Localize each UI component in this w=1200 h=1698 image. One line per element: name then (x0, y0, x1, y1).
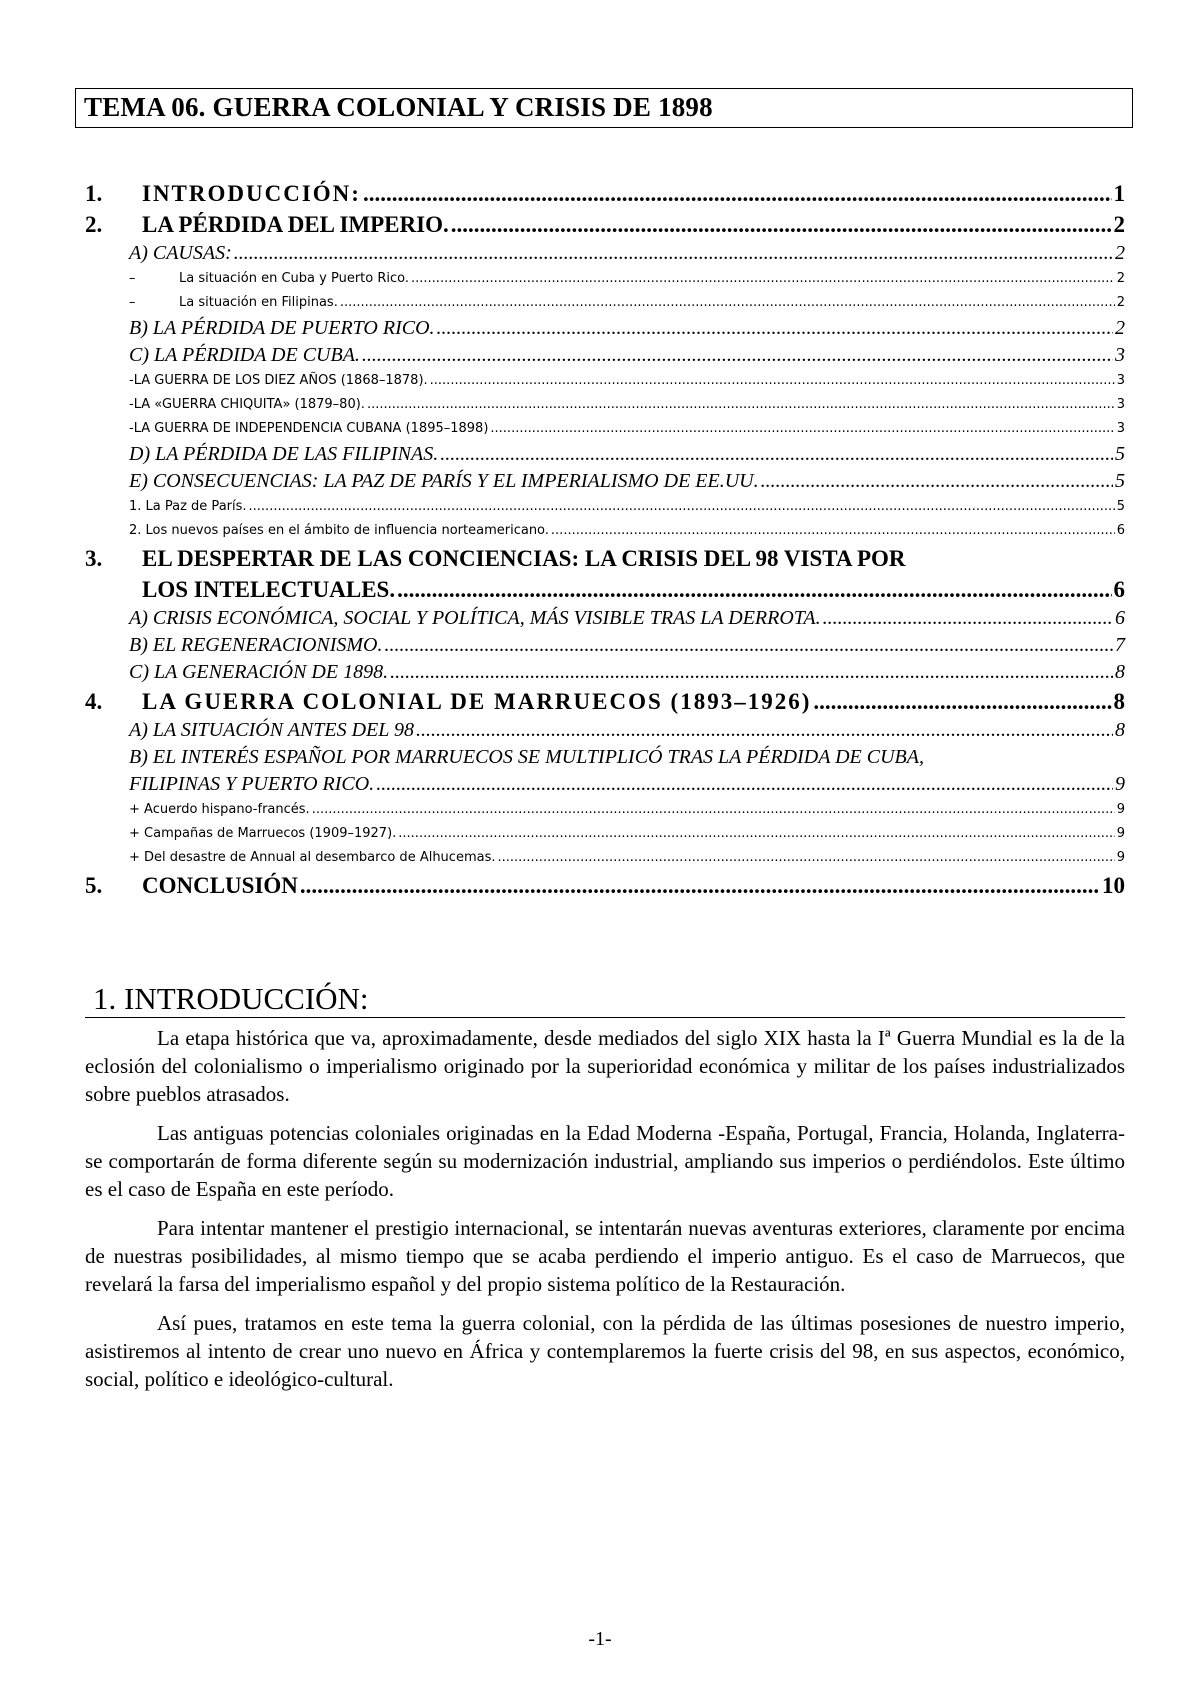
toc-entry-4a[interactable] (85, 717, 1125, 744)
toc-entry-3b[interactable] (85, 632, 1125, 659)
toc-text: C) LA GENERACIÓN DE 1898. (129, 661, 389, 683)
toc-page: 9 (1116, 850, 1125, 865)
toc-leader (385, 632, 1114, 659)
toc-leader (363, 178, 1112, 209)
toc-entry-2a1[interactable] (85, 267, 1125, 291)
toc-page: 8 (1115, 719, 1125, 741)
toc-page: 8 (1113, 689, 1125, 714)
toc-leader (416, 717, 1113, 744)
toc-leader (823, 605, 1113, 632)
toc-page: 6 (1113, 577, 1125, 602)
paragraph-4: Así pues, tratamos en este tema la guerra colonial, con la pérdida de las últimas posesiones de nuestro imperio, asistiremos al intento de crear uno nuevo en África y contemplaremos la fuerte crisis del 98, en sus aspectos, económico, social, político e ideológico-cultural. (85, 1311, 1125, 1391)
toc-text: B) EL INTERÉS ESPAÑOL POR MARRUECOS SE MULTIPLICÓ TRAS LA PÉRDIDA DE CUBA, (129, 746, 924, 768)
toc-page: 9 (1116, 802, 1125, 817)
toc-leader (367, 393, 1115, 417)
toc-page: 2 (1116, 295, 1125, 310)
toc-number: 5. (85, 873, 103, 898)
toc-entry-2e2[interactable] (85, 519, 1125, 543)
toc-text: 1. La Paz de París. (129, 499, 247, 514)
toc-page: 1 (1113, 181, 1125, 206)
toc-entry-3-continued[interactable] (85, 574, 1125, 605)
paragraph-3: Para intentar mantener el prestigio internacional, se intentarán nuevas aventuras exteriores, claramente por encima de nuestras posibilidades, al mismo tiempo que se acaba perdiendo el imperio antiguo. Es el caso de Marruecos, que revelará la farsa del imperialismo español y del propio sistema político de la Restauración. (85, 1216, 1125, 1296)
toc-leader (312, 798, 1115, 822)
toc-page: 7 (1115, 634, 1125, 656)
toc-text: A) CRISIS ECONÓMICA, SOCIAL Y POLÍTICA, MÁS VISIBLE TRAS LA DERROTA. (129, 607, 821, 629)
toc-entry-2a[interactable] (85, 240, 1125, 267)
toc-entry-2c1[interactable] (85, 369, 1125, 393)
toc-text: A) LA SITUACIÓN ANTES DEL 98 (129, 719, 415, 741)
section-body (85, 1024, 1125, 1404)
page-number: -1- (588, 1628, 612, 1650)
dash-bullet-icon: – (129, 271, 136, 286)
toc-page: 8 (1115, 661, 1125, 683)
toc-text: B) LA PÉRDIDA DE PUERTO RICO. (129, 317, 435, 339)
toc-page: 3 (1116, 397, 1125, 412)
toc-entry-3a[interactable] (85, 605, 1125, 632)
toc-entry-2e1[interactable] (85, 495, 1125, 519)
toc-leader (497, 846, 1114, 870)
toc-entry-4[interactable] (85, 686, 1125, 717)
toc-page: 2 (1116, 271, 1125, 286)
toc-entry-1[interactable] (85, 178, 1125, 209)
toc-text: + Campañas de Marruecos (1909–1927). (129, 826, 397, 841)
toc-text: La situación en Cuba y Puerto Rico. (179, 271, 410, 286)
dash-bullet-icon: – (129, 295, 136, 310)
toc-number: 4. (85, 689, 103, 714)
toc-leader (551, 519, 1115, 543)
toc-page: 3 (1115, 344, 1125, 366)
toc-leader (451, 209, 1112, 240)
toc-leader (249, 495, 1115, 519)
toc-leader (813, 686, 1111, 717)
toc-number: 3. (85, 546, 103, 571)
toc-leader (398, 822, 1114, 846)
toc-entry-4b3[interactable] (85, 846, 1125, 870)
toc-text: CONCLUSIÓN (142, 873, 298, 898)
toc-page: 3 (1116, 421, 1125, 436)
toc-text: LA PÉRDIDA DEL IMPERIO. (142, 212, 449, 237)
toc-entry-2d[interactable] (85, 441, 1125, 468)
toc-entry-2c[interactable] (85, 342, 1125, 369)
toc-leader (300, 870, 1100, 901)
toc-entry-4b2[interactable] (85, 822, 1125, 846)
toc-text: E) CONSECUENCIAS: LA PAZ DE PARÍS Y EL IMPERIALISMO DE EE.UU. (129, 470, 759, 492)
toc-text: -LA GUERRA DE INDEPENDENCIA CUBANA (1895–1898) (129, 421, 489, 436)
paragraph-1: La etapa histórica que va, aproximadamente, desde mediados del siglo XIX hasta la Iª Guerra Mundial es la de la eclosión del colonialismo o imperialismo originado por la superioridad económica y militar de los países industrializados sobre pueblos atrasados. (85, 1026, 1125, 1106)
toc-text: A) CAUSAS: (129, 242, 232, 264)
toc-entry-2e[interactable] (85, 468, 1125, 495)
toc-text: LA GUERRA COLONIAL DE MARRUECOS (1893–1926) (142, 689, 812, 714)
toc-page: 6 (1115, 607, 1125, 629)
toc-number: 1. (85, 181, 103, 206)
toc-text: -LA GUERRA DE LOS DIEZ AÑOS (1868–1878). (129, 373, 428, 388)
paragraph-2: Las antiguas potencias coloniales originadas en la Edad Moderna -España, Portugal, Francia, Holanda, Inglaterra- se comportarán de forma diferente según su modernización industrial, ampliando sus imperios o perdiéndolos. Este último es el caso de España en este período. (85, 1121, 1125, 1201)
toc-text: -LA «GUERRA CHIQUITA» (1879–80). (129, 397, 365, 412)
toc-entry-2b[interactable] (85, 315, 1125, 342)
toc-entry-4b[interactable] (85, 744, 1125, 771)
toc-page: 5 (1115, 443, 1125, 465)
toc-text: C) LA PÉRDIDA DE CUBA. (129, 344, 360, 366)
toc-page: 2 (1113, 212, 1125, 237)
toc-entry-2[interactable] (85, 209, 1125, 240)
toc-text: La situación en Filipinas. (179, 295, 338, 310)
toc-entry-3[interactable] (85, 543, 1125, 574)
table-of-contents (85, 178, 1125, 901)
toc-text: LOS INTELECTUALES. (142, 577, 396, 602)
toc-page: 5 (1115, 470, 1125, 492)
toc-entry-4b1[interactable] (85, 798, 1125, 822)
toc-leader (376, 771, 1113, 798)
toc-page: 10 (1102, 873, 1125, 898)
toc-leader (430, 369, 1115, 393)
toc-entry-2c2[interactable] (85, 393, 1125, 417)
toc-leader (761, 468, 1113, 495)
toc-leader (340, 291, 1115, 315)
toc-page: 9 (1116, 826, 1125, 841)
toc-entry-4b-continued[interactable] (85, 771, 1125, 798)
toc-leader (437, 315, 1113, 342)
toc-text: FILIPINAS Y PUERTO RICO. (129, 773, 375, 795)
toc-text: 2. Los nuevos países en el ámbito de influencia norteamericano. (129, 523, 549, 538)
toc-page: 3 (1116, 373, 1125, 388)
toc-leader (234, 240, 1113, 267)
toc-page: 9 (1115, 773, 1125, 795)
toc-leader (397, 574, 1111, 605)
toc-entry-2a2[interactable] (85, 291, 1125, 315)
toc-entry-5[interactable] (85, 870, 1125, 901)
toc-leader (362, 342, 1113, 369)
toc-leader (390, 659, 1113, 686)
toc-leader (490, 417, 1114, 441)
toc-text: + Acuerdo hispano-francés. (129, 802, 310, 817)
toc-entry-2c3[interactable] (85, 417, 1125, 441)
section-heading-introduccion: 1. INTRODUCCIÓN: (85, 980, 1125, 1018)
toc-leader (411, 267, 1115, 291)
toc-entry-3c[interactable] (85, 659, 1125, 686)
toc-page: 2 (1115, 242, 1125, 264)
toc-page: 6 (1116, 523, 1125, 538)
toc-page: 5 (1116, 499, 1125, 514)
toc-text: D) LA PÉRDIDA DE LAS FILIPINAS. (129, 443, 439, 465)
document-title: TEMA 06. GUERRA COLONIAL Y CRISIS DE 1898 (75, 88, 1133, 128)
toc-text: INTRODUCCIÓN: (142, 181, 361, 206)
toc-text: B) EL REGENERACIONISMO. (129, 634, 383, 656)
toc-text: + Del desastre de Annual al desembarco de Alhucemas. (129, 850, 496, 865)
toc-text: EL DESPERTAR DE LAS CONCIENCIAS: LA CRISIS DEL 98 VISTA POR (142, 546, 906, 571)
toc-leader (440, 441, 1113, 468)
toc-number: 2. (85, 212, 103, 237)
toc-page: 2 (1115, 317, 1125, 339)
